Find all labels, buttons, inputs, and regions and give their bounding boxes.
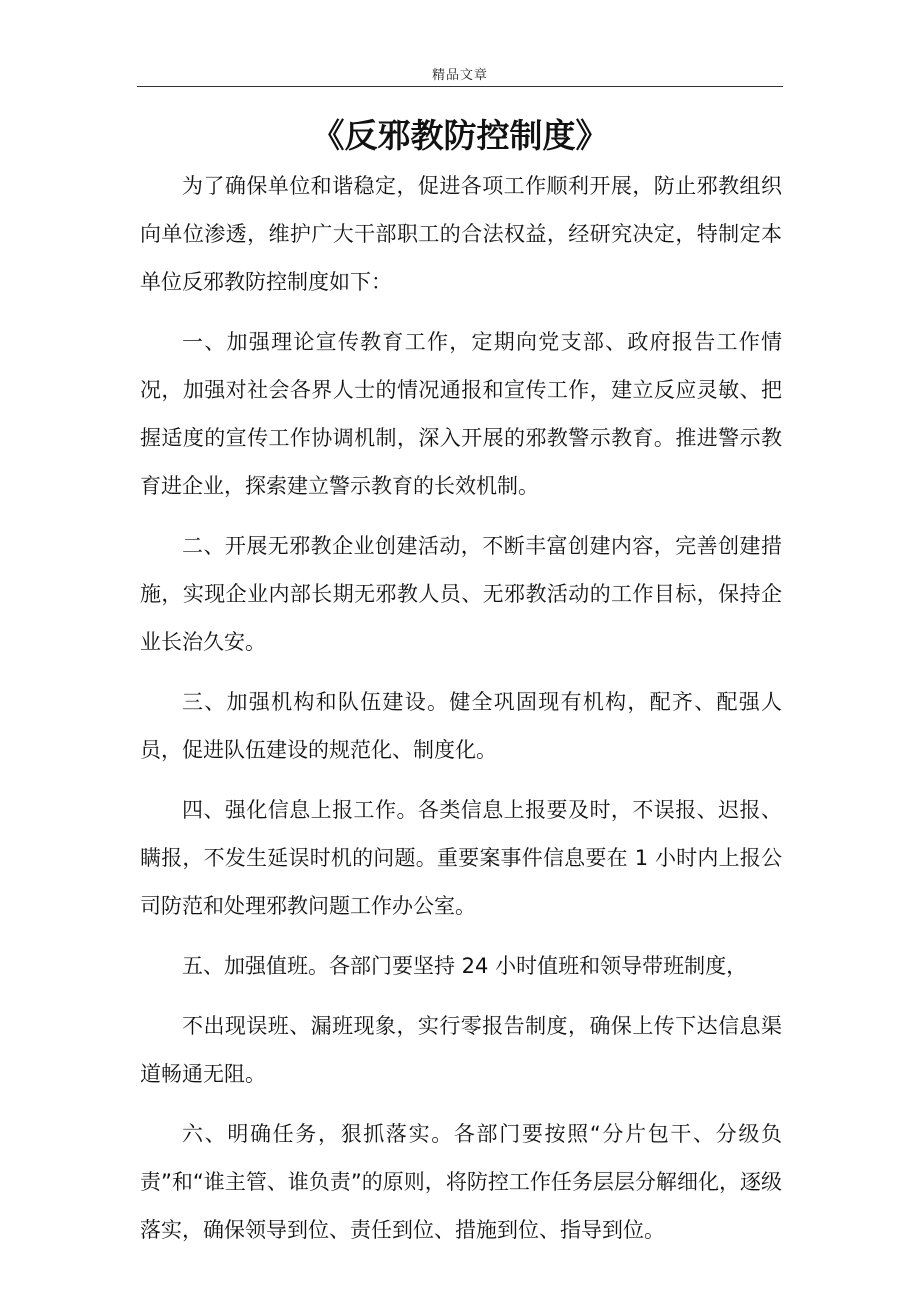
page-header bbox=[137, 64, 783, 87]
paragraph-item-5-continued: 不出现误班、漏班现象，实行零报告制度，确保上传下达信息渠道畅通无阻。 bbox=[140, 1014, 782, 1086]
header-text: 精品文章 bbox=[431, 68, 488, 83]
paragraph-item-6: 六、明确任务，狠抓落实。各部门要按照“分片包干、分级负责”和“谁主管、谁负责”的原则，将防控工作任务层层分解细化，逐级落实，确保领导到位、责任到位、措施到位、指导到位。 bbox=[140, 1122, 782, 1242]
paragraph-item-4: 四、强化信息上报工作。各类信息上报要及时，不误报、迟报、瞒报，不发生延误时机的问题。重要案事件信息要在 1 小时内上报公司防范和处理邪教问题工作办公室。 bbox=[140, 798, 782, 918]
paragraph-item-5: 五、加强值班。各部门要坚持 24 小时值班和领导带班制度， bbox=[182, 954, 748, 978]
paragraph-item-1: 一、加强理论宣传教育工作，定期向党支部、政府报告工作情况，加强对社会各界人士的情况通报和宣传工作，建立反应灵敏、把握适度的宣传工作协调机制，深入开展的邪教警示教育。推进警示教育进企业，探索建立警示教育的长效机制。 bbox=[140, 330, 782, 498]
paragraph-item-3: 三、加强机构和队伍建设。健全巩固现有机构，配齐、配强人员，促进队伍建设的规范化、制度化。 bbox=[140, 690, 782, 762]
paragraph-intro: 为了确保单位和谐稳定，促进各项工作顺利开展，防止邪教组织向单位渗透，维护广大干部职工的合法权益，经研究决定，特制定本单位反邪教防控制度如下： bbox=[140, 174, 782, 294]
document-title: 《反邪教防控制度》 bbox=[311, 116, 609, 155]
paragraph-item-2: 二、开展无邪教企业创建活动，不断丰富创建内容，完善创建措施，实现企业内部长期无邪教人员、无邪教活动的工作目标，保持企业长治久安。 bbox=[140, 534, 782, 654]
document-body bbox=[140, 162, 782, 1254]
